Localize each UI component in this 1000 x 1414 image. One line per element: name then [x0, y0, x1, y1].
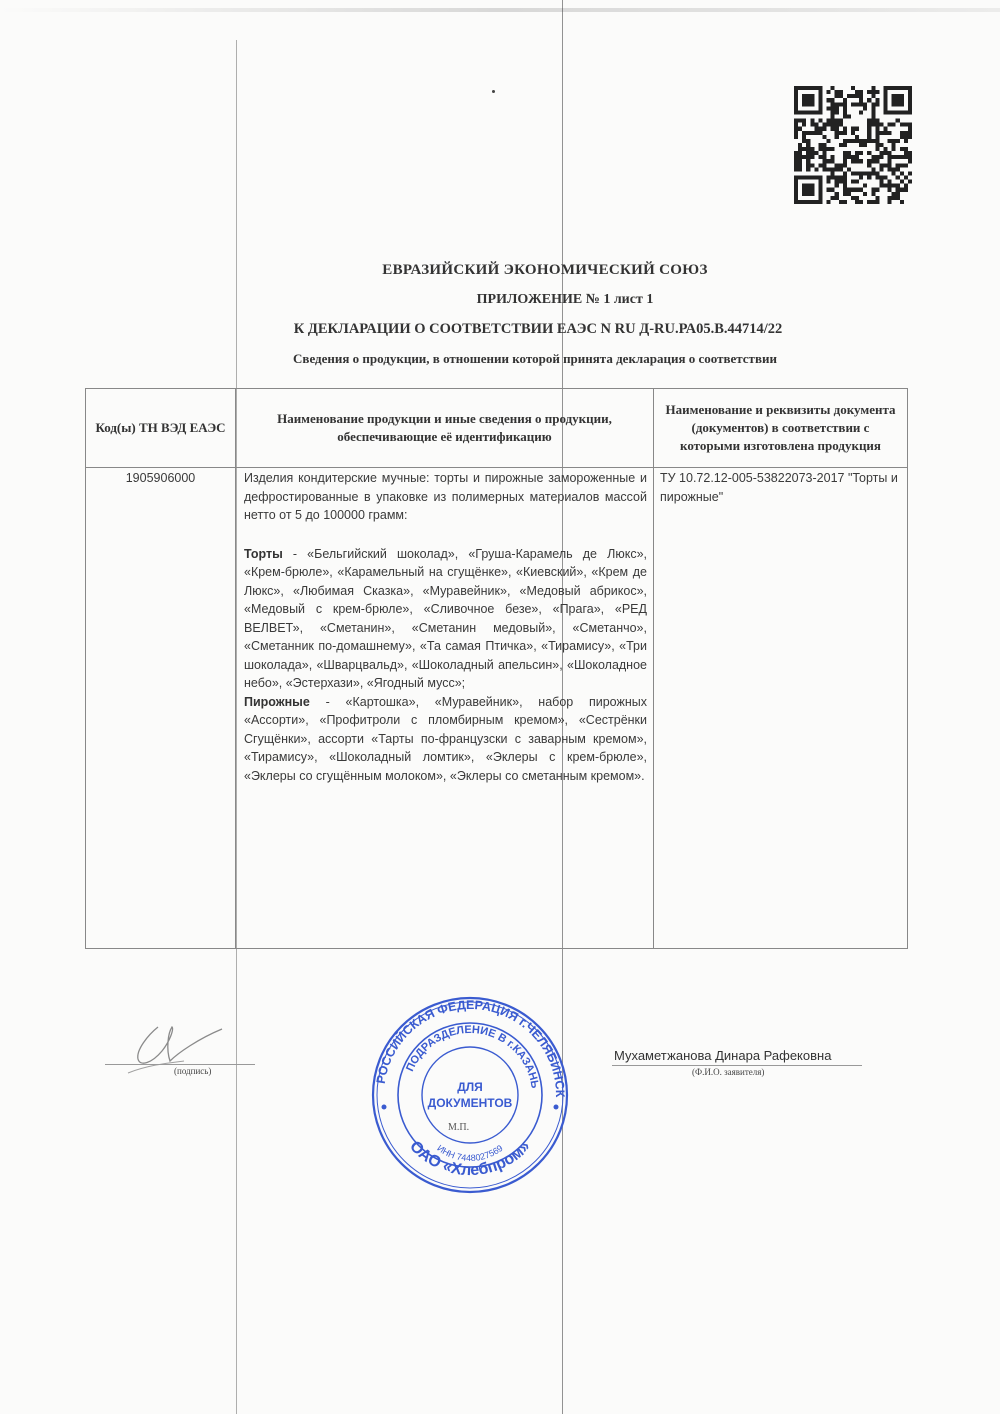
- appendix-title: ПРИЛОЖЕНИЕ № 1 лист 1: [476, 292, 654, 307]
- signature-caption: (подпись): [174, 1066, 212, 1076]
- applicant-caption: (Ф.И.О. заявителя): [692, 1067, 765, 1077]
- qr-code: [794, 86, 912, 204]
- table-row: [86, 468, 908, 949]
- stamp-center-line2: ДОКУМЕНТОВ: [427, 1096, 513, 1110]
- document-cell: ТУ 10.72.12-005-53822073-2017 "Торты и пирожные": [654, 468, 908, 949]
- hs-code-cell: 1905906000: [86, 468, 236, 949]
- seal-place-label: М.П.: [448, 1122, 470, 1133]
- applicant-line: [612, 1065, 862, 1066]
- product-intro: Изделия кондитерские мучные: торты и пирожные замороженные и дефростированные в упаковке из полимерных материалов массой нетто от 5 до 100000 грамм:: [244, 471, 647, 522]
- section-subtitle: Сведения о продукции, в отношении которой принята декларация о соответствии: [293, 351, 777, 366]
- stamp-inn-text: ИНН 7448027569: [435, 1142, 505, 1164]
- signature-line: [105, 1064, 255, 1065]
- cakes-list: [244, 545, 647, 693]
- table-header-row: [86, 389, 908, 468]
- scan-speck: [492, 90, 495, 93]
- scan-artifact-top: [0, 8, 1000, 12]
- stamp-middle-text: ПОДРАЗДЕЛЕНИЕ В г.КАЗАНЬ: [404, 1023, 541, 1090]
- column-header-product: Наименование продукции и иные сведения о продукции, обеспечивающие её идентификацию: [236, 389, 654, 468]
- applicant-name: Мухаметжанова Динара Рафековна: [614, 1048, 832, 1063]
- column-header-document: Наименование и реквизиты документа (документов) в соответствии с которыми изготовлена продукция: [654, 389, 908, 468]
- union-title: ЕВРАЗИЙСКИЙ ЭКОНОМИЧЕСКИЙ СОЮЗ: [382, 262, 708, 278]
- stamp-outer-text: РОССИЙСКАЯ ФЕДЕРАЦИЯ г.ЧЕЛЯБИНСК: [373, 997, 568, 1098]
- pastries-text: - «Картошка», «Муравейник», набор пирожных «Ассорти», «Профитроли с пломбирным кремом», «Сестрёнки Сгущёнки», ассорти «Тарты по-французски с заварным кремом», «Тирамису», «Шоколадный ломтик», «Эклеры с крем-брюле», «Эклеры со сгущённым молоком», «Эклеры со сметанным кремом».: [244, 694, 647, 783]
- stamp-center-line1: ДЛЯ: [457, 1080, 483, 1094]
- stamp-org-text: ОАО «Хлебпром»: [406, 1137, 534, 1180]
- pastries-label: Пирожные: [244, 694, 310, 709]
- column-header-code: Код(ы) ТН ВЭД ЕАЭС: [86, 389, 236, 468]
- cakes-text: - «Бельгийский шоколад», «Груша-Карамель де Люкс», «Крем-брюле», «Карамельный на сгущёнке», «Киевский», «Крем де Люкс», «Любимая Сказка», «Муравейник», «Медовый абрикос», «Медовый с крем-брюле», «Сливочное безе», «Прага», «РЕД ВЕЛВЕТ», «Сметанин», «Сметанин медовый», «Сметанчо», «Сметанник по-домашнему», «Та самая Птичка», «Тирамису», «Три шоколада», «Шварцвальд», «Шоколадный апельсин», «Шоколадное небо», «Эстерхази», «Ягодный мусс»;: [244, 546, 647, 690]
- company-stamp: [370, 995, 570, 1195]
- handwritten-signature: [118, 1015, 228, 1075]
- cakes-label: Торты: [244, 546, 283, 561]
- product-table: [85, 388, 908, 949]
- declaration-title: К ДЕКЛАРАЦИИ О СООТВЕТСТВИИ ЕАЭС N RU Д-RU.РА05.В.44714/22: [293, 321, 783, 337]
- pastries-list: [244, 693, 647, 786]
- product-description-cell: [236, 468, 654, 949]
